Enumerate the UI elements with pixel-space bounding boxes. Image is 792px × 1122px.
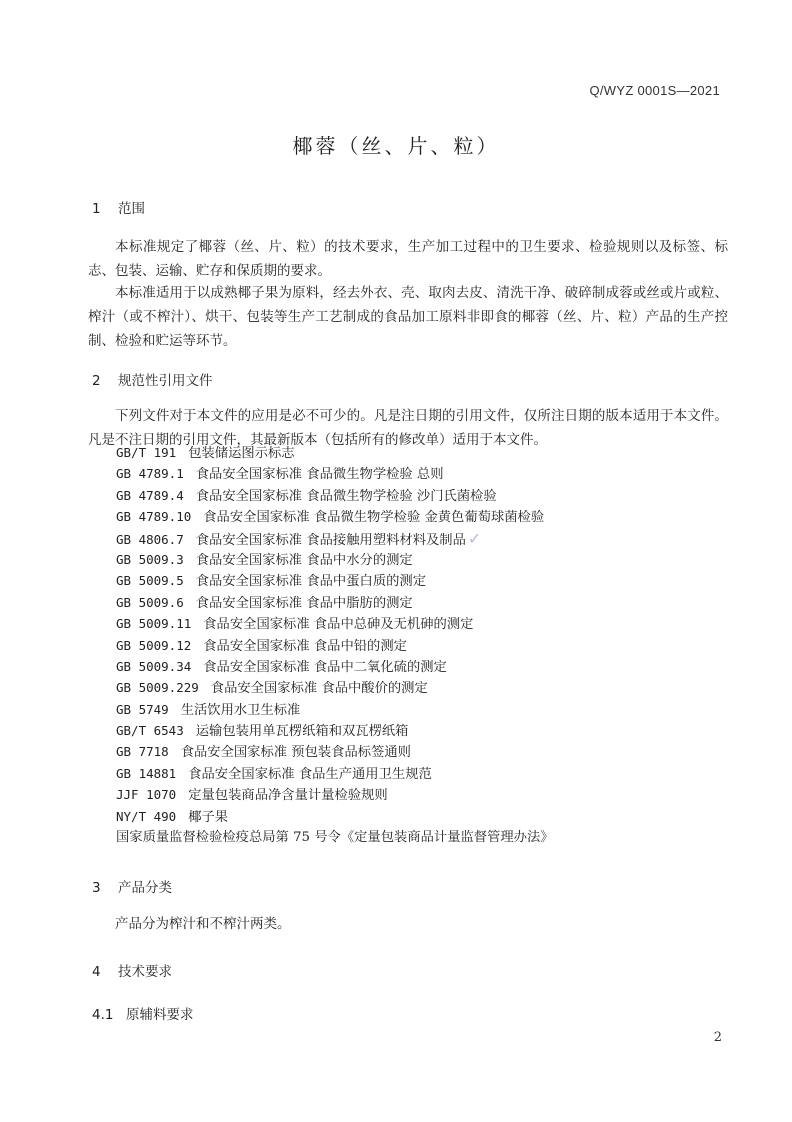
reference-item — [116, 784, 554, 805]
section-4-heading — [92, 960, 172, 980]
section-title: 原辅料要求 — [126, 1007, 194, 1023]
reference-item — [116, 485, 554, 506]
section-3-heading — [92, 876, 172, 896]
reference-item — [116, 806, 554, 827]
reference-code: GB 4789.1 — [116, 466, 184, 482]
document-title: 椰蓉（丝、片、粒） — [292, 134, 500, 158]
reference-title: 食品安全国家标准 食品微生物学检验 沙门氏菌检验 — [195, 488, 497, 504]
reference-code: GB 7718 — [116, 744, 169, 760]
reference-code: GB 4806.7 — [116, 531, 184, 547]
reference-title: 食品安全国家标准 食品接触用塑料材料及制品 — [195, 532, 466, 548]
reference-title: 食品安全国家标准 食品中铅的测定 — [203, 638, 407, 654]
reference-item — [116, 677, 554, 698]
reference-code: GB 5009.12 — [116, 637, 192, 653]
reference-title: 生活饮用水卫生标准 — [180, 702, 301, 718]
reference-title: 运输包装用单瓦楞纸箱和双瓦楞纸箱 — [195, 724, 409, 740]
reference-title: 食品安全国家标准 食品中脂肪的测定 — [195, 595, 413, 611]
reference-item — [116, 528, 554, 549]
section-number: 4.1 — [92, 1007, 114, 1023]
reference-code: GB 5009.3 — [116, 551, 184, 567]
reference-title: 椰子果 — [188, 809, 229, 825]
reference-item — [116, 763, 554, 784]
section-1-heading — [92, 197, 145, 217]
reference-item — [116, 613, 554, 634]
reference-item — [116, 442, 554, 463]
reference-item — [116, 635, 554, 656]
scope-paragraph-2: 本标准适用于以成熟椰子果为原料，经去外衣、壳、取肉去皮、清洗干净、破碎制成蓉或丝或片或粒、榨汁（或不榨汁）、烘干、包装等生产工艺制成的食品加工原料非即食的椰蓉（丝、片、粒）产品的生产控制、检验和贮运等环节。 — [88, 285, 728, 349]
reference-code: GB 5009.229 — [116, 680, 199, 696]
reference-code: GB/T 6543 — [116, 723, 184, 739]
reference-item — [116, 570, 554, 591]
reference-item — [116, 720, 554, 741]
section-number: 2 — [92, 373, 101, 389]
reference-title: 食品安全国家标准 食品中总砷及无机砷的测定 — [203, 617, 474, 633]
reference-code: GB 5009.11 — [116, 616, 192, 632]
section-2-heading — [92, 369, 213, 389]
section-title: 技术要求 — [118, 964, 172, 980]
section-4-1-heading — [92, 1003, 194, 1023]
reference-item — [116, 592, 554, 613]
check-mark-icon: ✓ — [467, 528, 482, 548]
reference-item — [116, 827, 554, 848]
reference-list — [116, 442, 554, 848]
reference-item — [116, 741, 554, 762]
reference-code: GB 5009.34 — [116, 658, 192, 674]
reference-title: 食品安全国家标准 食品微生物学检验 总则 — [195, 467, 444, 483]
page-number: 2 — [713, 1030, 722, 1045]
reference-code: GB 4789.4 — [116, 487, 184, 503]
references-intro: 下列文件对于本文件的应用是必不可少的。凡是注日期的引用文件，仅所注日期的版本适用于本文件。凡是不注日期的引用文件，其最新版本（包括所有的修改单）适用于本文件。 — [88, 408, 728, 448]
reference-title: 定量包装商品净含量计量检验规则 — [188, 788, 388, 804]
reference-code: NY/T 490 — [116, 808, 177, 824]
reference-item — [116, 506, 554, 527]
standard-code: Q/WYZ 0001S—2021 — [589, 83, 720, 98]
scope-paragraph-1: 本标准规定了椰蓉（丝、片、粒）的技术要求，生产加工过程中的卫生要求、检验规则以及标签、标志、包装、运输、贮存和保质期的要求。 — [88, 239, 728, 279]
section-number: 3 — [92, 880, 101, 896]
reference-title: 食品安全国家标准 食品中水分的测定 — [195, 552, 413, 568]
reference-item — [116, 463, 554, 484]
reference-code: GB 14881 — [116, 765, 177, 781]
reference-title: 包装储运图示标志 — [188, 446, 295, 461]
reference-title: 食品安全国家标准 食品中蛋白质的测定 — [195, 574, 427, 590]
section-number: 1 — [92, 201, 101, 217]
reference-code: GB 4789.10 — [116, 509, 192, 525]
reference-title: 食品安全国家标准 食品中二氧化硫的测定 — [203, 659, 447, 675]
reference-code: GB 5009.6 — [116, 594, 184, 610]
reference-code: GB 5749 — [116, 701, 169, 717]
reference-title: 食品安全国家标准 食品微生物学检验 金黄色葡萄球菌检验 — [203, 510, 545, 526]
classification-paragraph: 产品分为榨汁和不榨汁两类。 — [115, 916, 291, 932]
section-title: 产品分类 — [118, 880, 172, 896]
reference-title: 食品安全国家标准 食品中酸价的测定 — [210, 681, 428, 697]
reference-title: 国家质量监督检验检疫总局第 75 号令《定量包装商品计量监督管理办法》 — [116, 830, 554, 846]
reference-item — [116, 699, 554, 720]
reference-item — [116, 549, 554, 570]
reference-title: 食品安全国家标准 预包装食品标签通则 — [180, 745, 411, 761]
reference-item — [116, 656, 554, 677]
section-title: 范围 — [118, 201, 145, 217]
reference-code: GB/T 191 — [116, 445, 177, 460]
section-number: 4 — [92, 964, 101, 980]
section-title: 规范性引用文件 — [118, 373, 213, 389]
reference-code: GB 5009.5 — [116, 573, 184, 589]
reference-title: 食品安全国家标准 食品生产通用卫生规范 — [188, 766, 432, 782]
reference-code: JJF 1070 — [116, 787, 177, 803]
